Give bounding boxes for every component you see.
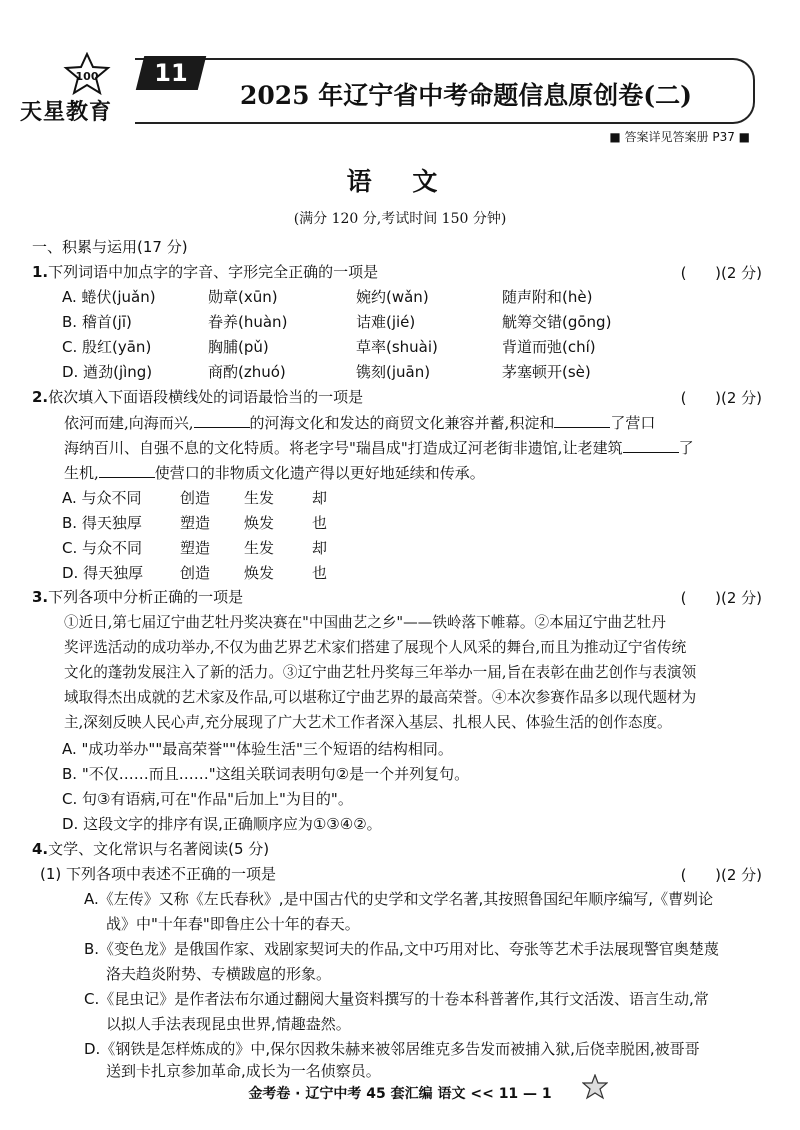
question-number: 3. [32, 588, 49, 606]
option-item: B. 稽首(jī) [62, 313, 132, 331]
question-2-points: ( )(2 分) [680, 389, 762, 407]
mascot-icon [582, 1074, 608, 1100]
option-item[interactable]: C. 句③有语病,可在"作品"后加上"为目的"。 [62, 790, 353, 808]
option-item: 塑造 [180, 514, 211, 532]
passage-line: 文化的蓬勃发展注入了新的活力。③辽宁曲艺牡丹奖每三年举办一届,旨在表彰在曲艺创作与表演领 [64, 664, 697, 681]
option-item: 也 [312, 564, 328, 582]
option-item: 镌刻(juān) [356, 363, 431, 381]
option-item: 生发 [244, 539, 275, 557]
option-item: 焕发 [244, 564, 275, 582]
option-item: 生发 [244, 489, 275, 507]
question-3-points: ( )(2 分) [680, 589, 762, 607]
option-item-continued: 战》中"十年春"即鲁庄公十年的春天。 [106, 915, 360, 933]
option-item: 创造 [180, 564, 211, 582]
exam-info: (满分 120 分,考试时间 150 分钟) [293, 211, 507, 227]
option-item-continued: 送到卡扎京参加革命,成长为一名侦察员。 [106, 1062, 381, 1080]
option-item[interactable]: D.《钢铁是怎样炼成的》中,保尔因救朱赫来被邻居维克多告发而被捕入狱,后侥幸脱困,被哥哥 [84, 1040, 700, 1058]
question-1-points: ( )(2 分) [680, 264, 762, 282]
option-item: 诘难(jié) [356, 313, 416, 331]
option-item: D. 遒劲(jìng) [62, 363, 153, 381]
option-item: 焕发 [244, 514, 275, 532]
question-3-stem [32, 586, 243, 608]
option-item: D. 得天独厚 [62, 564, 144, 582]
question-text: 下列词语中加点字的字音、字形完全正确的一项是 [48, 263, 379, 281]
option-item[interactable]: B. "不仅……而且……"这组关联词表明句②是一个并列复句。 [62, 765, 470, 783]
question-text: 依次填入下面语段横线处的词语最恰当的一项是 [48, 388, 364, 406]
page-footer: 金考卷 · 辽宁中考 45 套汇编 语文 << 11 — 1 [248, 1086, 552, 1102]
question-number: 1. [32, 263, 49, 281]
answer-reference: ■ 答案详见答案册 P37 ■ [609, 130, 750, 144]
paper-number-badge [136, 56, 206, 90]
blank-line[interactable] [99, 463, 155, 478]
option-item: 草率(shuài) [356, 338, 438, 356]
option-item[interactable]: D. 这段文字的排序有误,正确顺序应为①③④②。 [62, 815, 382, 833]
option-item-continued: 以拟人手法表现昆虫世界,情趣盎然。 [106, 1015, 351, 1033]
question-4-1-points: ( )(2 分) [680, 866, 762, 884]
passage-line: 主,深刻反映人民心声,充分展现了广大艺术工作者深入基层、扎根人民、体验生活的创作态度。 [64, 714, 672, 731]
option-item: 商酌(zhuó) [208, 363, 286, 381]
question-4-1-stem: (1) 下列各项中表述不正确的一项是 [40, 865, 277, 883]
blank-line[interactable] [194, 413, 250, 428]
option-item[interactable]: A.《左传》又称《左氏春秋》,是中国古代的史学和文学名著,其按照鲁国纪年顺序编写,《曹刿论 [84, 890, 714, 908]
option-item: 胸脯(pǔ) [208, 338, 269, 356]
option-item[interactable]: A. "成功举办""最高荣誉""体验生活"三个短语的结构相同。 [62, 740, 453, 758]
passage-line: 域取得杰出成就的艺术家及作品,可以堪称辽宁曲艺界的最高荣誉。④本次参赛作品多以现代题材为 [64, 689, 697, 706]
question-4-stem [32, 838, 269, 860]
option-item: 背道而弛(chí) [502, 338, 596, 356]
question-number: 4. [32, 840, 49, 858]
option-item: 眷养(huàn) [208, 313, 288, 331]
option-item: 勋章(xūn) [208, 288, 278, 306]
question-text: 下列各项中分析正确的一项是 [48, 588, 244, 606]
passage-line: 生机, 使营口的非物质文化遗产得以更好地延续和传承。 [64, 464, 485, 482]
blank-line[interactable] [623, 438, 679, 453]
option-item: A. 与众不同 [62, 489, 142, 507]
option-item: 却 [312, 489, 328, 507]
subject-title: 语 文 [346, 167, 454, 196]
option-item-continued: 洛夫趋炎附势、专横跋扈的形象。 [106, 965, 332, 983]
question-1-stem [32, 261, 378, 283]
blank-line[interactable] [554, 413, 610, 428]
option-item: 创造 [180, 489, 211, 507]
passage-line: 海纳百川、自强不息的文化特质。将老字号"瑞昌成"打造成辽河老街非遗馆,让老建筑 了 [64, 439, 694, 457]
section-title: 一、积累与运用(17 分) [32, 238, 188, 256]
paper-number: 11 [154, 59, 188, 87]
question-number: 2. [32, 388, 49, 406]
option-item: 也 [312, 514, 328, 532]
logo-text: 100 [75, 70, 99, 83]
star-logo-icon [62, 52, 112, 96]
option-item: B. 得天独厚 [62, 514, 142, 532]
option-item: 婉约(wǎn) [356, 288, 429, 306]
passage-line: 依河而建,向海而兴, 的河海文化和发达的商贸文化兼容并蓄,积淀和 了营口 [64, 414, 656, 432]
option-item: 觥筹交错(gōng) [502, 313, 612, 331]
option-item: 随声附和(hè) [502, 288, 593, 306]
option-item: A. 蜷伏(juǎn) [62, 288, 156, 306]
option-item: C. 殷红(yān) [62, 338, 152, 356]
option-item: 茅塞顿开(sè) [502, 363, 591, 381]
option-item: C. 与众不同 [62, 539, 143, 557]
paper-title: 2025 年辽宁省中考命题信息原创卷(二) [240, 81, 692, 110]
brand-name: 天星教育 [20, 100, 113, 125]
option-item[interactable]: C.《昆虫记》是作者法布尔通过翻阅大量资料撰写的十卷本科普著作,其行文活泼、语言生动,常 [84, 990, 709, 1008]
passage-line: ①近日,第七届辽宁曲艺牡丹奖决赛在"中国曲艺之乡"——铁岭落下帷幕。②本届辽宁曲艺牡丹 [64, 614, 666, 631]
option-item: 却 [312, 539, 328, 557]
option-item[interactable]: B.《变色龙》是俄国作家、戏剧家契诃夫的作品,文中巧用对比、夸张等艺术手法展现警官奥楚蔑 [84, 940, 719, 958]
passage-line: 奖评选活动的成功举办,不仅为曲艺界艺术家们搭建了展现个人风采的舞台,而且为推动辽宁省传统 [64, 639, 687, 656]
question-text: 文学、文化常识与名著阅读(5 分) [48, 840, 270, 858]
question-2-stem [32, 386, 363, 408]
option-item: 塑造 [180, 539, 211, 557]
